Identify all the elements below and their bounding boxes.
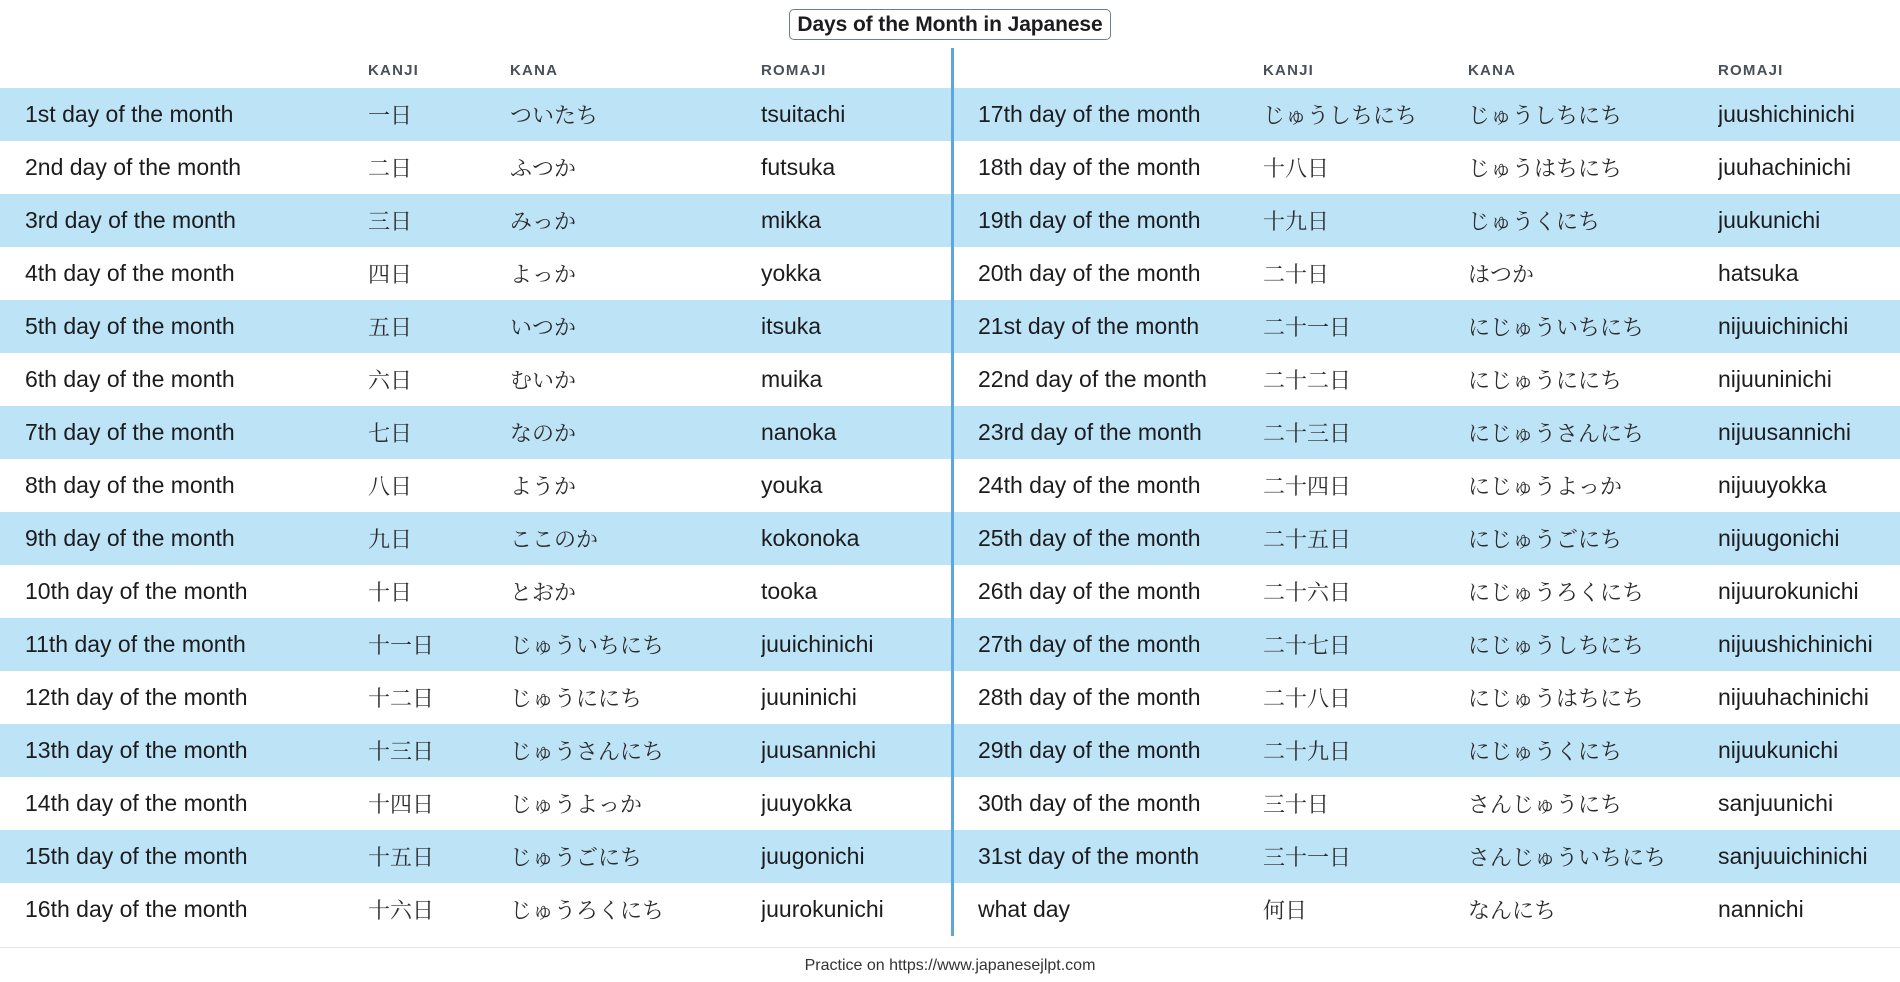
romaji-cell: tooka [761, 565, 951, 618]
english-cell: 31st day of the month [954, 830, 1263, 883]
kanji-cell: 十九日 [1263, 194, 1468, 247]
kana-cell: じゅうににち [510, 671, 761, 724]
kanji-cell: 八日 [368, 459, 510, 512]
kana-cell: さんじゅうにち [1468, 777, 1718, 830]
title-area [0, 9, 1900, 41]
table-row [0, 777, 951, 830]
kanji-cell: 三日 [368, 194, 510, 247]
column-divider [951, 48, 954, 936]
english-cell: 1st day of the month [0, 88, 368, 141]
kana-cell: じゅういちにち [510, 618, 761, 671]
page-title: Days of the Month in Japanese [789, 9, 1110, 40]
kana-cell: いつか [510, 300, 761, 353]
kanji-cell: 十日 [368, 565, 510, 618]
kana-cell: にじゅうににち [1468, 353, 1718, 406]
romaji-cell: muika [761, 353, 951, 406]
left-table-body [0, 88, 951, 936]
english-cell: 21st day of the month [954, 300, 1263, 353]
romaji-cell: nannichi [1718, 883, 1900, 936]
kanji-cell: 二十九日 [1263, 724, 1468, 777]
english-cell: 2nd day of the month [0, 141, 368, 194]
romaji-cell: itsuka [761, 300, 951, 353]
english-cell: 12th day of the month [0, 671, 368, 724]
table-row [954, 300, 1900, 353]
table-row [0, 300, 951, 353]
table-row [0, 565, 951, 618]
kana-cell: むいか [510, 353, 761, 406]
table-row [954, 247, 1900, 300]
kanji-header: KANJI [1263, 62, 1315, 79]
table-row [954, 88, 1900, 141]
table-row [954, 671, 1900, 724]
left-table-section [0, 50, 951, 936]
table-row [0, 618, 951, 671]
kanji-cell: 二十三日 [1263, 406, 1468, 459]
kana-cell: じゅうろくにち [510, 883, 761, 936]
table-row [0, 353, 951, 406]
romaji-cell: juuninichi [761, 671, 951, 724]
kanji-cell: 二十四日 [1263, 459, 1468, 512]
kana-header: KANA [1468, 62, 1517, 79]
romaji-cell: juuyokka [761, 777, 951, 830]
kanji-cell: 十二日 [368, 671, 510, 724]
english-cell: 7th day of the month [0, 406, 368, 459]
romaji-cell: juugonichi [761, 830, 951, 883]
table-row [954, 353, 1900, 406]
kana-cell: ついたち [510, 88, 761, 141]
romaji-cell: nijuusannichi [1718, 406, 1900, 459]
table-row [0, 88, 951, 141]
kana-cell: みっか [510, 194, 761, 247]
english-cell: 17th day of the month [954, 88, 1263, 141]
right-table [954, 50, 1900, 936]
kana-cell: じゅうさんにち [510, 724, 761, 777]
kanji-cell: 十一日 [368, 618, 510, 671]
english-cell: 20th day of the month [954, 247, 1263, 300]
kana-cell: ここのか [510, 512, 761, 565]
kana-cell: ようか [510, 459, 761, 512]
english-header [0, 50, 368, 88]
english-cell: 8th day of the month [0, 459, 368, 512]
english-cell: what day [954, 883, 1263, 936]
table-row [0, 724, 951, 777]
table-row [0, 671, 951, 724]
kanji-cell: 二十五日 [1263, 512, 1468, 565]
kanji-cell: じゅうしちにち [1263, 88, 1468, 141]
romaji-cell: nijuugonichi [1718, 512, 1900, 565]
kanji-cell: 九日 [368, 512, 510, 565]
romaji-cell: nijuukunichi [1718, 724, 1900, 777]
kana-cell: じゅうよっか [510, 777, 761, 830]
kana-cell: にじゅういちにち [1468, 300, 1718, 353]
romaji-cell: juushichinichi [1718, 88, 1900, 141]
kana-cell: にじゅうよっか [1468, 459, 1718, 512]
romaji-cell: tsuitachi [761, 88, 951, 141]
romaji-cell: juuichinichi [761, 618, 951, 671]
kanji-cell: 二日 [368, 141, 510, 194]
kana-cell: じゅうごにち [510, 830, 761, 883]
table-row [0, 459, 951, 512]
kanji-cell: 一日 [368, 88, 510, 141]
table-row [954, 406, 1900, 459]
english-cell: 11th day of the month [0, 618, 368, 671]
english-cell: 24th day of the month [954, 459, 1263, 512]
english-cell: 28th day of the month [954, 671, 1263, 724]
left-table [0, 50, 951, 936]
kana-cell: にじゅうごにち [1468, 512, 1718, 565]
table-row [954, 141, 1900, 194]
english-header [954, 50, 1263, 88]
kana-cell: にじゅうはちにち [1468, 671, 1718, 724]
table-row [0, 141, 951, 194]
kana-cell: にじゅうくにち [1468, 724, 1718, 777]
romaji-cell: juuhachinichi [1718, 141, 1900, 194]
romaji-cell: mikka [761, 194, 951, 247]
left-header-row [0, 50, 951, 88]
kanji-cell: 二十日 [1263, 247, 1468, 300]
romaji-cell: futsuka [761, 141, 951, 194]
kanji-cell: 二十六日 [1263, 565, 1468, 618]
english-cell: 19th day of the month [954, 194, 1263, 247]
english-cell: 13th day of the month [0, 724, 368, 777]
english-cell: 25th day of the month [954, 512, 1263, 565]
english-cell: 23rd day of the month [954, 406, 1263, 459]
romaji-cell: nijuuichinichi [1718, 300, 1900, 353]
kana-cell: じゅうしちにち [1468, 88, 1718, 141]
romaji-cell: nijuuhachinichi [1718, 671, 1900, 724]
kana-cell: よっか [510, 247, 761, 300]
footer-text: Practice on https://www.japanesejlpt.com [0, 947, 1900, 975]
kana-cell: にじゅうろくにち [1468, 565, 1718, 618]
kanji-cell: 十四日 [368, 777, 510, 830]
english-cell: 6th day of the month [0, 353, 368, 406]
kana-cell: じゅうはちにち [1468, 141, 1718, 194]
kana-cell: とおか [510, 565, 761, 618]
english-cell: 29th day of the month [954, 724, 1263, 777]
romaji-cell: hatsuka [1718, 247, 1900, 300]
romaji-cell: youka [761, 459, 951, 512]
romaji-cell: nanoka [761, 406, 951, 459]
right-header-row [954, 50, 1900, 88]
kanji-cell: 二十二日 [1263, 353, 1468, 406]
romaji-cell: sanjuunichi [1718, 777, 1900, 830]
table-row [954, 724, 1900, 777]
english-cell: 9th day of the month [0, 512, 368, 565]
table-row [954, 777, 1900, 830]
kanji-cell: 十三日 [368, 724, 510, 777]
kana-header: KANA [510, 62, 559, 79]
kanji-cell: 十八日 [1263, 141, 1468, 194]
romaji-cell: yokka [761, 247, 951, 300]
kana-cell: なんにち [1468, 883, 1718, 936]
table-row [954, 618, 1900, 671]
romaji-cell: kokonoka [761, 512, 951, 565]
table-row [954, 512, 1900, 565]
kanji-cell: 七日 [368, 406, 510, 459]
kanji-cell: 二十八日 [1263, 671, 1468, 724]
kanji-header: KANJI [368, 62, 420, 79]
table-row [0, 883, 951, 936]
kana-cell: はつか [1468, 247, 1718, 300]
table-row [0, 512, 951, 565]
table-row [954, 830, 1900, 883]
english-cell: 15th day of the month [0, 830, 368, 883]
english-cell: 30th day of the month [954, 777, 1263, 830]
english-cell: 22nd day of the month [954, 353, 1263, 406]
english-cell: 27th day of the month [954, 618, 1263, 671]
kanji-cell: 二十一日 [1263, 300, 1468, 353]
table-row [0, 247, 951, 300]
table-row [954, 194, 1900, 247]
table-row [954, 459, 1900, 512]
english-cell: 14th day of the month [0, 777, 368, 830]
kanji-cell: 三十一日 [1263, 830, 1468, 883]
english-cell: 4th day of the month [0, 247, 368, 300]
kana-cell: じゅうくにち [1468, 194, 1718, 247]
table-row [0, 194, 951, 247]
kana-cell: さんじゅういちにち [1468, 830, 1718, 883]
table-row [954, 883, 1900, 936]
table-row [954, 565, 1900, 618]
kanji-cell: 十五日 [368, 830, 510, 883]
romaji-cell: nijuurokunichi [1718, 565, 1900, 618]
romaji-cell: nijuuninichi [1718, 353, 1900, 406]
romaji-cell: sanjuuichinichi [1718, 830, 1900, 883]
english-cell: 26th day of the month [954, 565, 1263, 618]
romaji-cell: nijuushichinichi [1718, 618, 1900, 671]
english-cell: 5th day of the month [0, 300, 368, 353]
romaji-cell: juusannichi [761, 724, 951, 777]
table-row [0, 830, 951, 883]
kana-cell: ふつか [510, 141, 761, 194]
romaji-header: ROMAJI [1718, 62, 1784, 79]
english-cell: 10th day of the month [0, 565, 368, 618]
kanji-cell: 三十日 [1263, 777, 1468, 830]
right-table-section [954, 50, 1900, 936]
romaji-cell: juurokunichi [761, 883, 951, 936]
kanji-cell: 二十七日 [1263, 618, 1468, 671]
days-tables [0, 50, 1900, 936]
english-cell: 18th day of the month [954, 141, 1263, 194]
english-cell: 3rd day of the month [0, 194, 368, 247]
romaji-cell: juukunichi [1718, 194, 1900, 247]
kanji-cell: 五日 [368, 300, 510, 353]
kanji-cell: 六日 [368, 353, 510, 406]
kana-cell: なのか [510, 406, 761, 459]
kanji-cell: 何日 [1263, 883, 1468, 936]
right-table-body [954, 88, 1900, 936]
english-cell: 16th day of the month [0, 883, 368, 936]
kana-cell: にじゅうさんにち [1468, 406, 1718, 459]
kanji-cell: 十六日 [368, 883, 510, 936]
romaji-header: ROMAJI [761, 62, 827, 79]
kana-cell: にじゅうしちにち [1468, 618, 1718, 671]
kanji-cell: 四日 [368, 247, 510, 300]
romaji-cell: nijuuyokka [1718, 459, 1900, 512]
table-row [0, 406, 951, 459]
